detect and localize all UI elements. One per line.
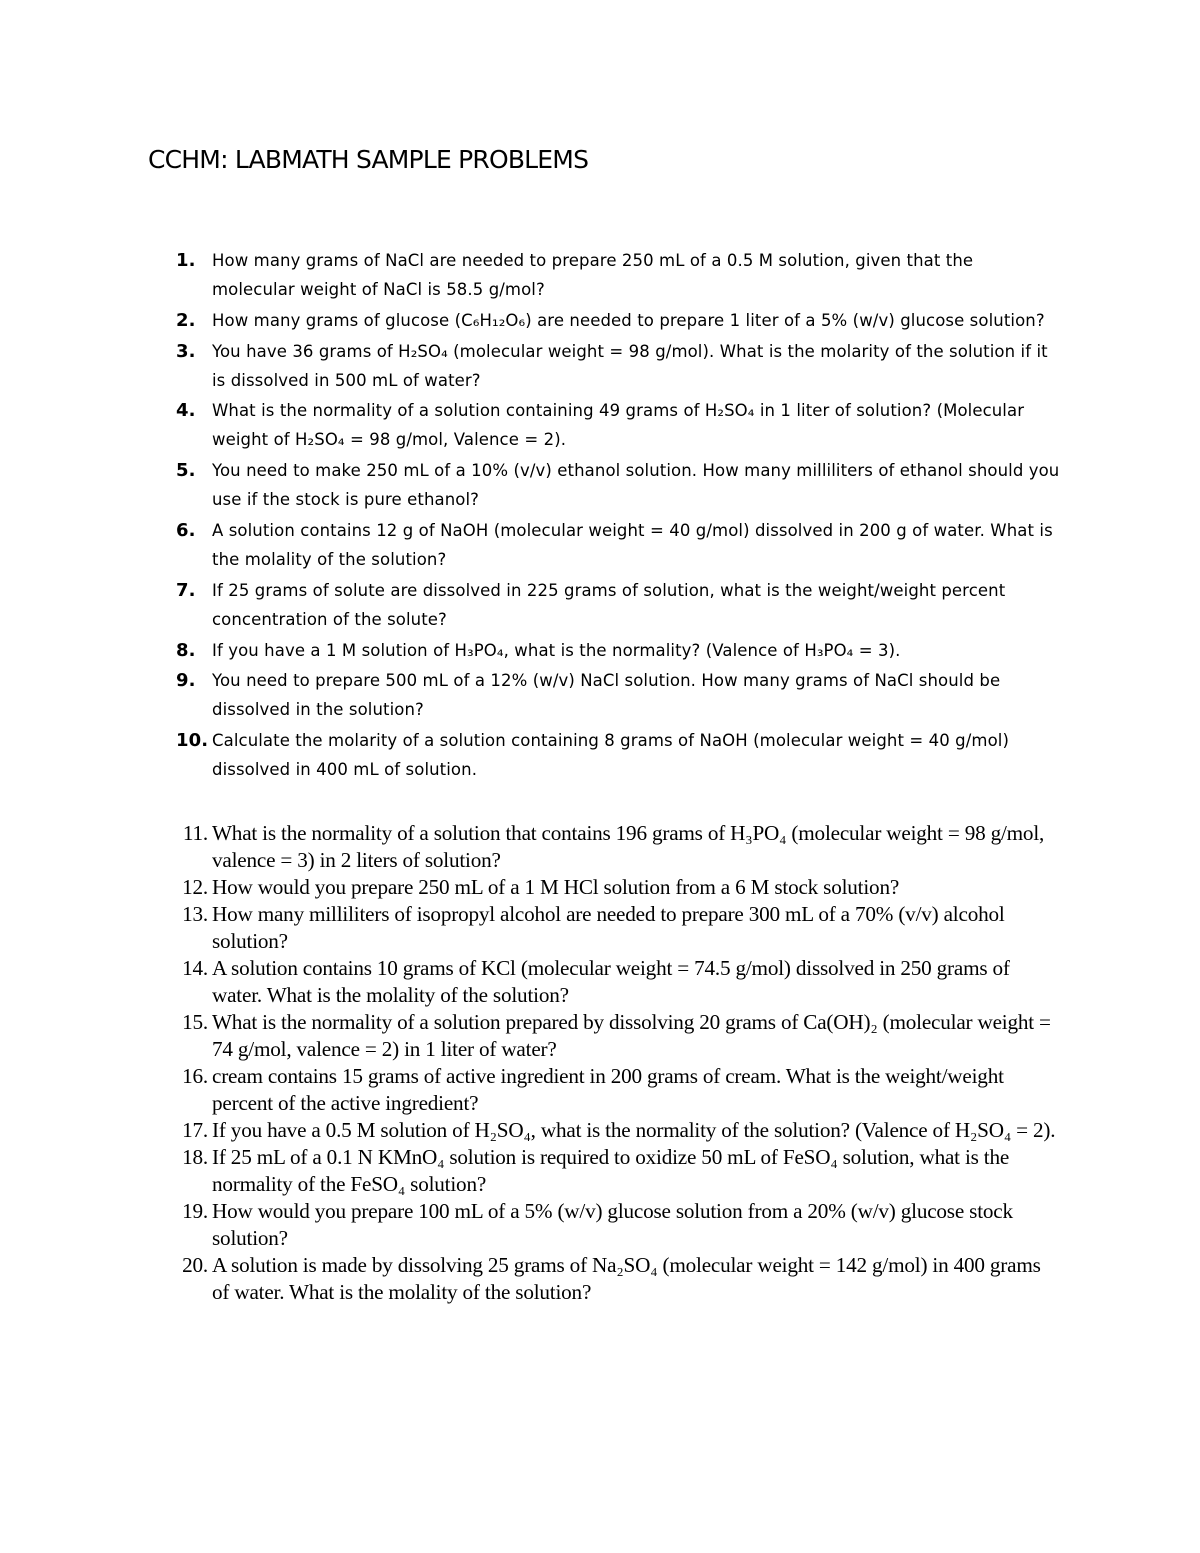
- item-number: 2.: [176, 309, 196, 331]
- item-text: How would you prepare 250 mL of a 1 M HCl solution from a 6 M stock solution?: [212, 875, 900, 899]
- list-item: [170, 1117, 1060, 1144]
- item-number: 4.: [176, 400, 196, 422]
- item-number: 13.: [182, 902, 208, 926]
- list-item: [170, 955, 1060, 1009]
- item-number: 3.: [176, 340, 196, 362]
- item-text: What is the normality of a solution that contains 196 grams of H₃PO₄ (molecular weight = 98 g/mol, valence = 3) in 2 liters of solution?: [212, 821, 1045, 872]
- list-item: [170, 246, 1060, 304]
- item-text: How many grams of glucose (C₆H₁₂O₆) are needed to prepare 1 liter of a 5% (w/v) glucose solution?: [212, 310, 1045, 330]
- list-item: [170, 306, 1060, 335]
- list-item: [170, 820, 1060, 874]
- item-number: 12.: [182, 875, 208, 899]
- item-number: 9.: [176, 670, 196, 692]
- list-item: [170, 901, 1060, 955]
- page-title: CCHM: LABMATH SAMPLE PROBLEMS: [148, 145, 589, 174]
- list-item: [170, 516, 1060, 574]
- list-item: [170, 576, 1060, 634]
- list-item: [170, 396, 1060, 454]
- item-text: Calculate the molarity of a solution containing 8 grams of NaOH (molecular weight = 40 g/mol) dissolved in 400 mL of solution.: [212, 731, 1010, 780]
- item-text: A solution contains 10 grams of KCl (molecular weight = 74.5 g/mol) dissolved in 250 grams of water. What is the molality of the solution?: [212, 956, 1010, 1007]
- list-item: [170, 1252, 1060, 1306]
- list-item: [170, 1198, 1060, 1252]
- item-number: 11.: [182, 821, 208, 845]
- list-item: [170, 874, 1060, 901]
- list-item: [170, 636, 1060, 665]
- list-item: [170, 1009, 1060, 1063]
- list-item: [170, 337, 1060, 395]
- item-text: If you have a 1 M solution of H₃PO₄, what is the normality? (Valence of H₃PO₄ = 3).: [212, 640, 901, 660]
- item-text: You need to make 250 mL of a 10% (v/v) ethanol solution. How many milliliters of ethanol should you use if the stock is pure ethanol?: [212, 461, 1060, 510]
- list-item: [170, 1144, 1060, 1198]
- item-text: If 25 grams of solute are dissolved in 225 grams of solution, what is the weight/weight percent concentration of the solute?: [212, 580, 1006, 629]
- item-text: What is the normality of a solution containing 49 grams of H₂SO₄ in 1 liter of solution? (Molecular weight of H₂SO₄ = 98 g/mol, Valence = 2).: [212, 401, 1025, 450]
- list-item: [170, 726, 1060, 784]
- item-number: 18.: [182, 1145, 208, 1169]
- item-number: 19.: [182, 1199, 208, 1223]
- problem-list-part1: [170, 246, 1060, 786]
- item-text: You have 36 grams of H₂SO₄ (molecular weight = 98 g/mol). What is the molarity of the solution if it is dissolved in 500 mL of water?: [212, 341, 1048, 390]
- item-number: 15.: [182, 1010, 208, 1034]
- list-item: [170, 666, 1060, 724]
- item-number: 6.: [176, 519, 196, 541]
- item-text: A solution is made by dissolving 25 grams of Na₂SO₄ (molecular weight = 142 g/mol) in 400 grams of water. What is the molality of the solution?: [212, 1253, 1041, 1304]
- problem-list-part2: [170, 820, 1060, 1306]
- item-text: How would you prepare 100 mL of a 5% (w/v) glucose solution from a 20% (w/v) glucose stock solution?: [212, 1199, 1013, 1250]
- item-number: 7.: [176, 579, 196, 601]
- item-text: cream contains 15 grams of active ingredient in 200 grams of cream. What is the weight/weight percent of the active ingredient?: [212, 1064, 1004, 1115]
- list-item: [170, 456, 1060, 514]
- item-number: 8.: [176, 639, 196, 661]
- item-number: 5.: [176, 460, 196, 482]
- item-number: 16.: [182, 1064, 208, 1088]
- item-number: 14.: [182, 956, 208, 980]
- item-text: How many grams of NaCl are needed to prepare 250 mL of a 0.5 M solution, given that the molecular weight of NaCl is 58.5 g/mol?: [212, 251, 974, 299]
- item-text: If you have a 0.5 M solution of H₂SO₄, what is the normality of the solution? (Valence of H₂SO₄ = 2).: [212, 1118, 1056, 1142]
- item-text: If 25 mL of a 0.1 N KMnO₄ solution is required to oxidize 50 mL of FeSO₄ solution, what is the normality of the FeSO₄ solution?: [212, 1145, 1010, 1196]
- list-item: [170, 1063, 1060, 1117]
- item-number: 17.: [182, 1118, 208, 1142]
- item-text: You need to prepare 500 mL of a 12% (w/v) NaCl solution. How many grams of NaCl should be dissolved in the solution?: [212, 671, 1001, 720]
- item-number: 10.: [176, 730, 209, 752]
- item-number: 1.: [176, 250, 196, 271]
- item-text: What is the normality of a solution prepared by dissolving 20 grams of Ca(OH)₂ (molecular weight = 74 g/mol, valence = 2) in 1 liter of water?: [212, 1010, 1051, 1061]
- item-text: How many milliliters of isopropyl alcohol are needed to prepare 300 mL of a 70% (v/v) alcohol solution?: [212, 902, 1005, 953]
- item-number: 20.: [182, 1253, 208, 1277]
- item-text: A solution contains 12 g of NaOH (molecular weight = 40 g/mol) dissolved in 200 g of water. What is the molality of the solution?: [212, 520, 1053, 569]
